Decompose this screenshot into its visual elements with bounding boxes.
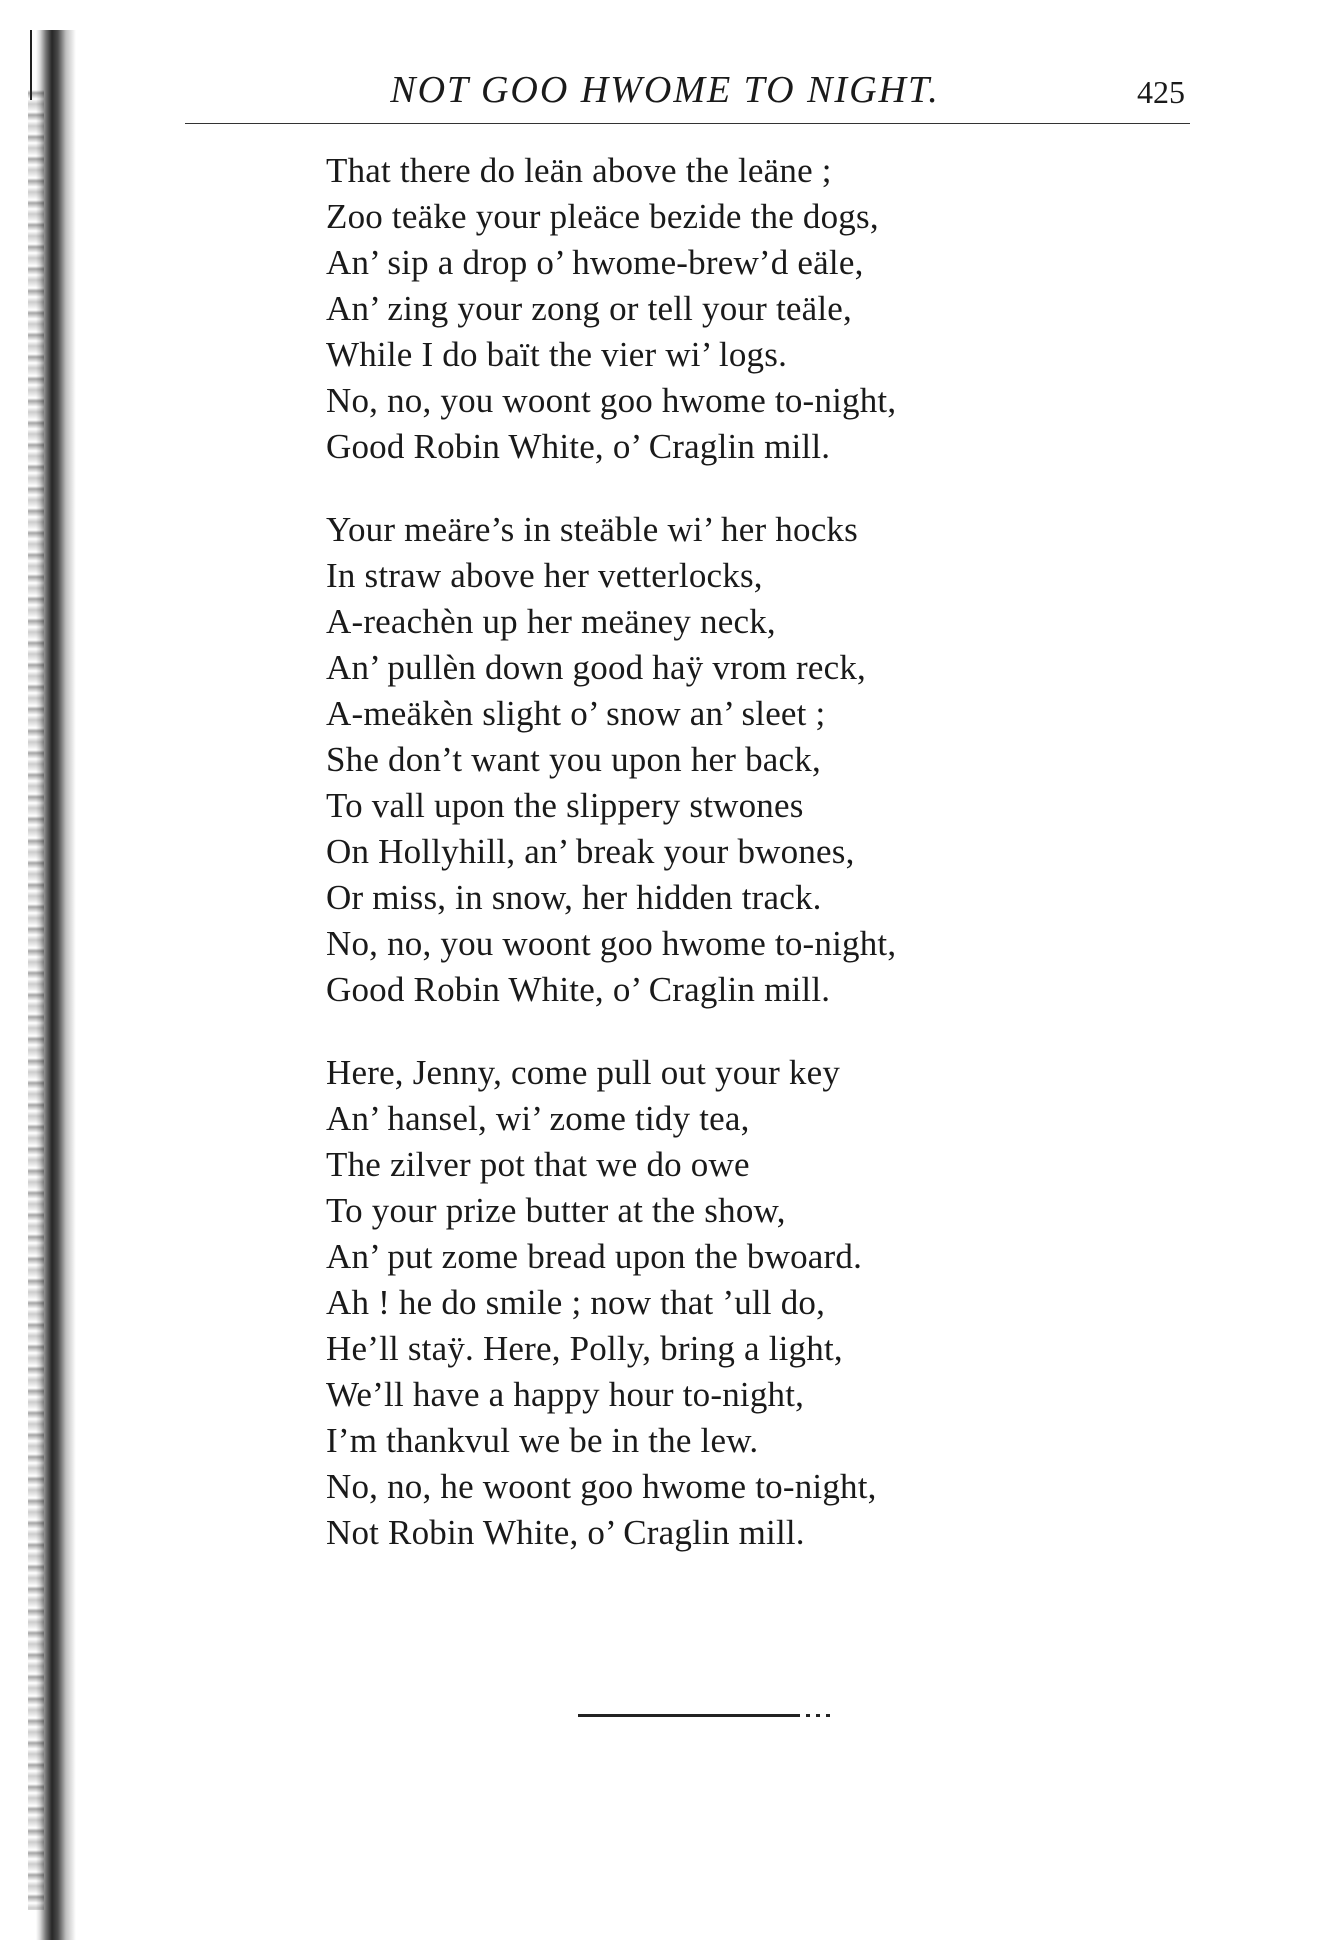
poem-line: An’ sip a drop o’ hwome-brew’d eäle, bbox=[326, 243, 864, 282]
poem-line: An’ hansel, wi’ zome tidy tea, bbox=[326, 1099, 750, 1138]
poem-line: Not Robin White, o’ Craglin mill. bbox=[326, 1513, 805, 1552]
header-rule bbox=[185, 123, 1190, 124]
poem-line: An’ pullèn down good haÿ vrom reck, bbox=[326, 648, 866, 687]
poem-line: Here, Jenny, come pull out your key bbox=[326, 1053, 841, 1092]
poem-line: On Hollyhill, an’ break your bwones, bbox=[326, 832, 855, 871]
poem-line: No, no, he woont goo hwome to-night, bbox=[326, 1467, 877, 1506]
page-number: 425 bbox=[1137, 74, 1185, 110]
running-title: NOT GOO HWOME TO NIGHT. bbox=[390, 69, 940, 111]
poem-body bbox=[326, 148, 1086, 1593]
stanza bbox=[326, 148, 1086, 470]
poem-line: While I do baït the vier wi’ logs. bbox=[326, 335, 788, 374]
poem-line: To your prize butter at the show, bbox=[326, 1191, 786, 1230]
poem-line: To vall upon the slippery stwones bbox=[326, 786, 804, 825]
poem-line: I’m thankvul we be in the lew. bbox=[326, 1421, 759, 1460]
poem-line: Good Robin White, o’ Craglin mill. bbox=[326, 970, 831, 1009]
stanza bbox=[326, 507, 1086, 1013]
poem-line: Or miss, in snow, her hidden track. bbox=[326, 878, 822, 917]
end-rule-dash bbox=[800, 1714, 836, 1717]
poem-line: An’ zing your zong or tell your teäle, bbox=[326, 289, 852, 328]
poem-line: We’ll have a happy hour to-night, bbox=[326, 1375, 805, 1414]
page-header bbox=[185, 68, 1185, 120]
poem-line: No, no, you woont goo hwome to-night, bbox=[326, 924, 897, 963]
poem-line: A-meäkèn slight o’ snow an’ sleet ; bbox=[326, 694, 826, 733]
poem-line: No, no, you woont goo hwome to-night, bbox=[326, 381, 897, 420]
poem-line: That there do leän above the leäne ; bbox=[326, 151, 832, 190]
poem-line: The zilver pot that we do owe bbox=[326, 1145, 750, 1184]
end-rule bbox=[578, 1714, 833, 1717]
stanza bbox=[326, 1050, 1086, 1556]
poem-line: In straw above her vetterlocks, bbox=[326, 556, 763, 595]
poem-line: He’ll staÿ. Here, Polly, bring a light, bbox=[326, 1329, 843, 1368]
poem-line: Your meäre’s in steäble wi’ her hocks bbox=[326, 510, 858, 549]
poem-line: She don’t want you upon her back, bbox=[326, 740, 821, 779]
poem-line: Ah ! he do smile ; now that ’ull do, bbox=[326, 1283, 826, 1322]
poem-line: Zoo teäke your pleäce bezide the dogs, bbox=[326, 197, 879, 236]
binding-speckle bbox=[28, 90, 44, 1910]
poem-line: A-reachèn up her meäney neck, bbox=[326, 602, 776, 641]
poem-line: An’ put zome bread upon the bwoard. bbox=[326, 1237, 863, 1276]
poem-line: Good Robin White, o’ Craglin mill. bbox=[326, 427, 831, 466]
binding-mark bbox=[30, 30, 32, 100]
